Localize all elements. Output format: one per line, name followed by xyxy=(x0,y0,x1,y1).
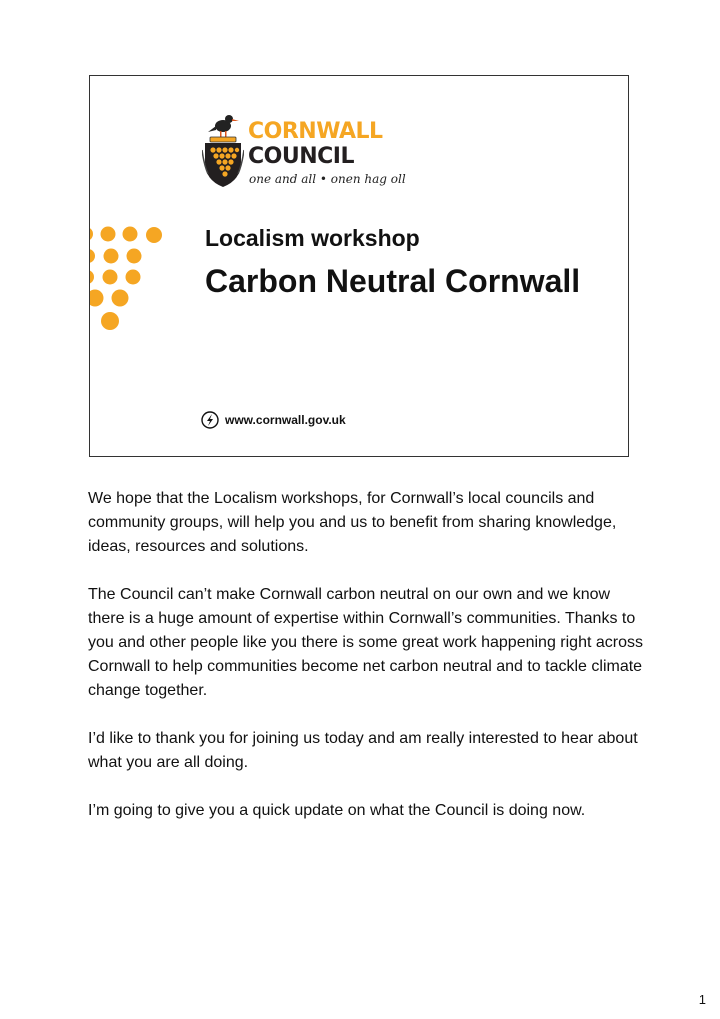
website-url: www.cornwall.gov.uk xyxy=(225,413,346,427)
link-icon xyxy=(201,411,219,429)
speaker-notes xyxy=(88,487,648,847)
slide-subtitle: Localism workshop xyxy=(205,225,420,251)
crest-icon xyxy=(202,110,244,188)
dot-pattern-icon xyxy=(89,226,168,336)
slide-thumbnail xyxy=(89,75,629,457)
slide-title: Carbon Neutral Cornwall xyxy=(205,263,581,299)
notes-paragraph: We hope that the Localism workshops, for Cornwall’s local councils and community groups, will help you and us to benefit from sharing knowledge, ideas, resources and solutions. xyxy=(88,490,617,555)
notes-paragraph: The Council can’t make Cornwall carbon neutral on our own and we know there is a huge amount of expertise within Cornwall’s communities. Thanks to you and other people like you there is some great work happening right across Cornwall to help communities become net carbon neutral and to tackle climate change together. xyxy=(88,586,643,699)
brand-tagline: one and all • onen hag oll xyxy=(249,172,406,186)
brand-name-council: COUNCIL xyxy=(248,144,354,169)
notes-paragraph: I’m going to give you a quick update on what the Council is doing now. xyxy=(88,802,586,819)
page-number: 1 xyxy=(698,992,706,1007)
brand-name-cornwall: CORNWALL xyxy=(248,119,383,144)
notes-paragraph: I’d like to thank you for joining us today and am really interested to hear about what you are all doing. xyxy=(88,730,638,771)
